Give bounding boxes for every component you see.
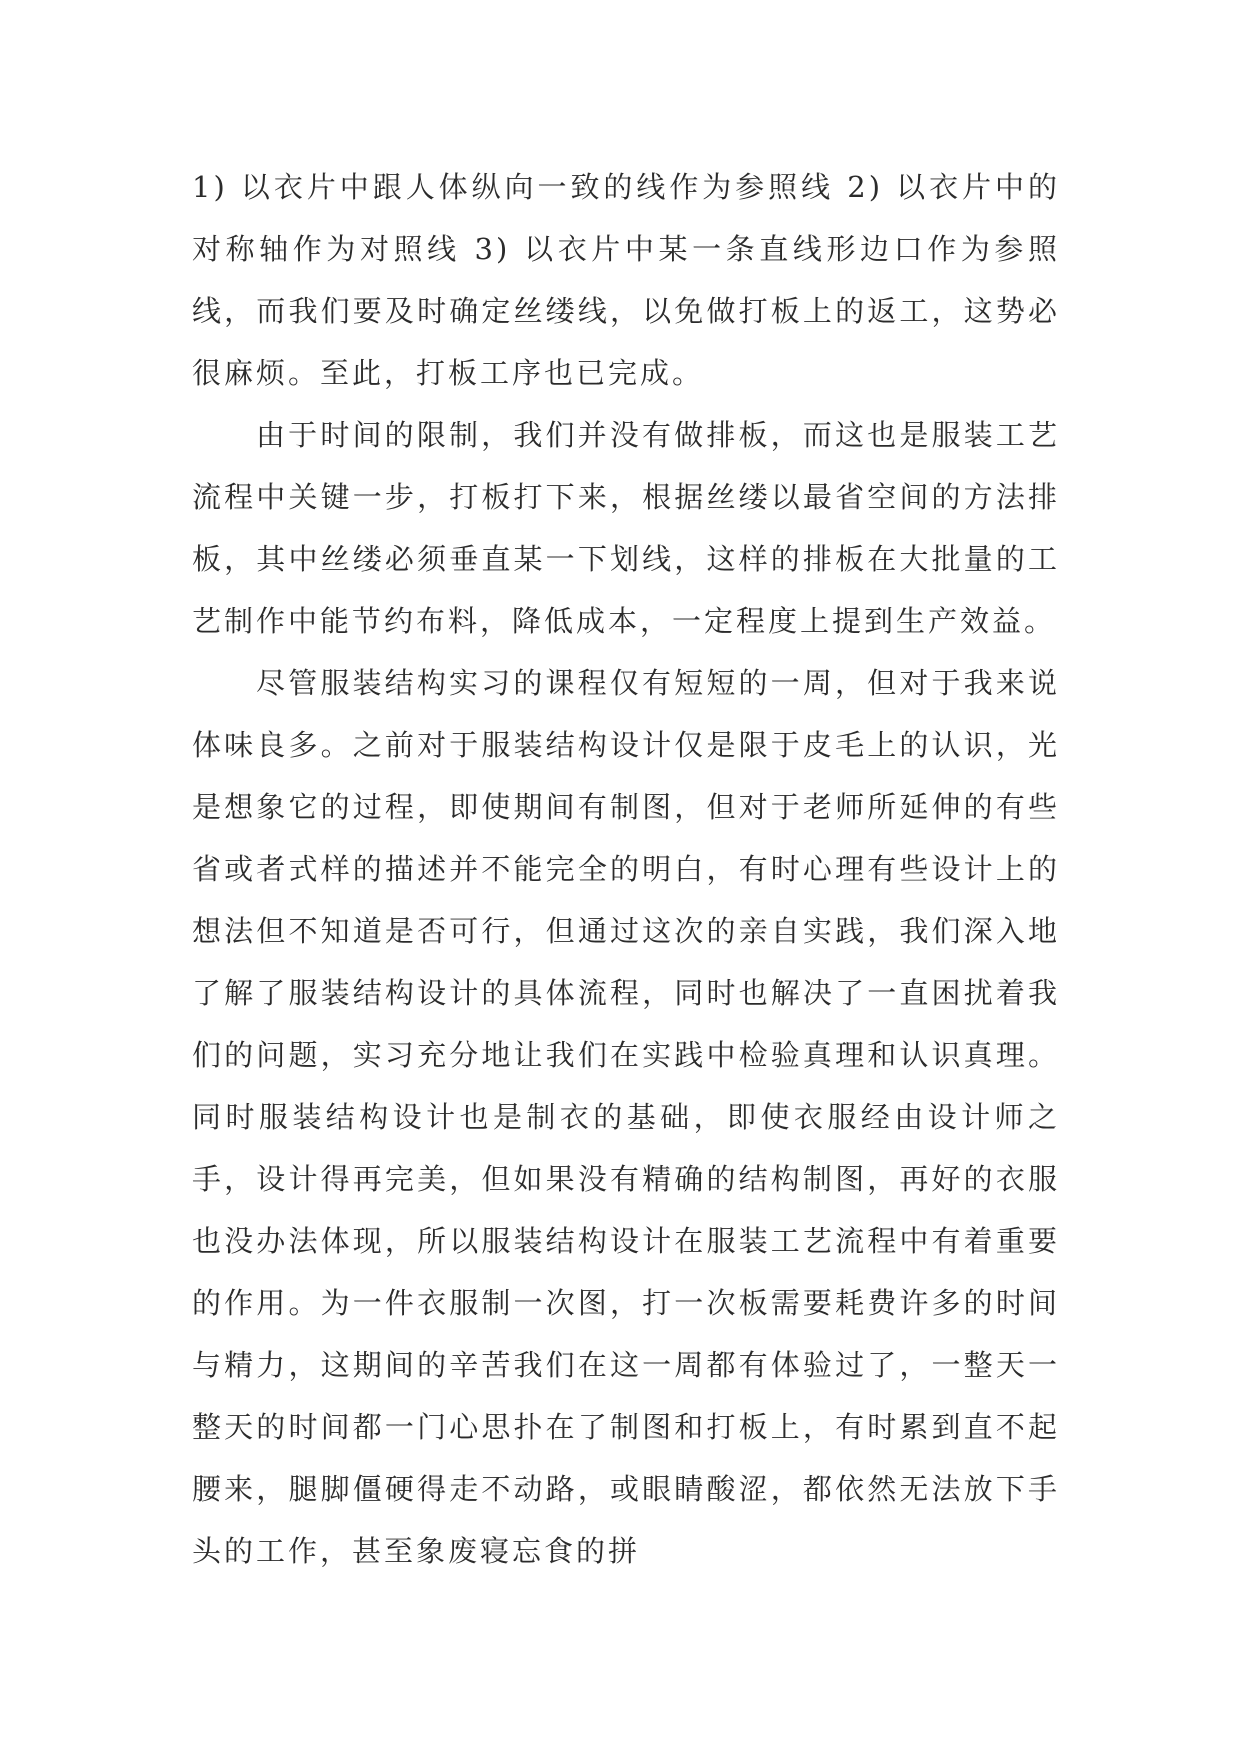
paragraph-2: 由于时间的限制，我们并没有做排板，而这也是服装工艺流程中关键一步，打板打下来，根据丝缕以最省空间的方法排板，其中丝缕必须垂直某一下划线，这样的排板在大批量的工艺制作中能节约布料，降低成本，一定程度上提到生产效益。 (192, 418, 1060, 638)
paragraph-1: 1) 以衣片中跟人体纵向一致的线作为参照线 2) 以衣片中的对称轴作为对照线 3) 以衣片中某一条直线形边口作为参照线，而我们要及时确定丝缕线，以免做打板上的返工，这势必很麻烦。至此，打板工序也已完成。 (192, 170, 1060, 390)
document-body (192, 156, 1060, 1582)
paragraph-3: 尽管服装结构实习的课程仅有短短的一周，但对于我来说体味良多。之前对于服装结构设计仅是限于皮毛上的认识，光是想象它的过程，即使期间有制图，但对于老师所延伸的有些省或者式样的描述并不能完全的明白，有时心理有些设计上的想法但不知道是否可行，但通过这次的亲自实践，我们深入地了解了服装结构设计的具体流程，同时也解决了一直困扰着我们的问题，实习充分地让我们在实践中检验真理和认识真理。同时服装结构设计也是制衣的基础，即使衣服经由设计师之手，设计得再完美，但如果没有精确的结构制图，再好的衣服也没办法体现，所以服装结构设计在服装工艺流程中有着重要的作用。为一件衣服制一次图，打一次板需要耗费许多的时间与精力，这期间的辛苦我们在这一周都有体验过了，一整天一整天的时间都一门心思扑在了制图和打板上，有时累到直不起腰来，腿脚僵硬得走不动路，或眼睛酸涩，都依然无法放下手头的工作，甚至象废寝忘食的拼 (192, 666, 1060, 1568)
